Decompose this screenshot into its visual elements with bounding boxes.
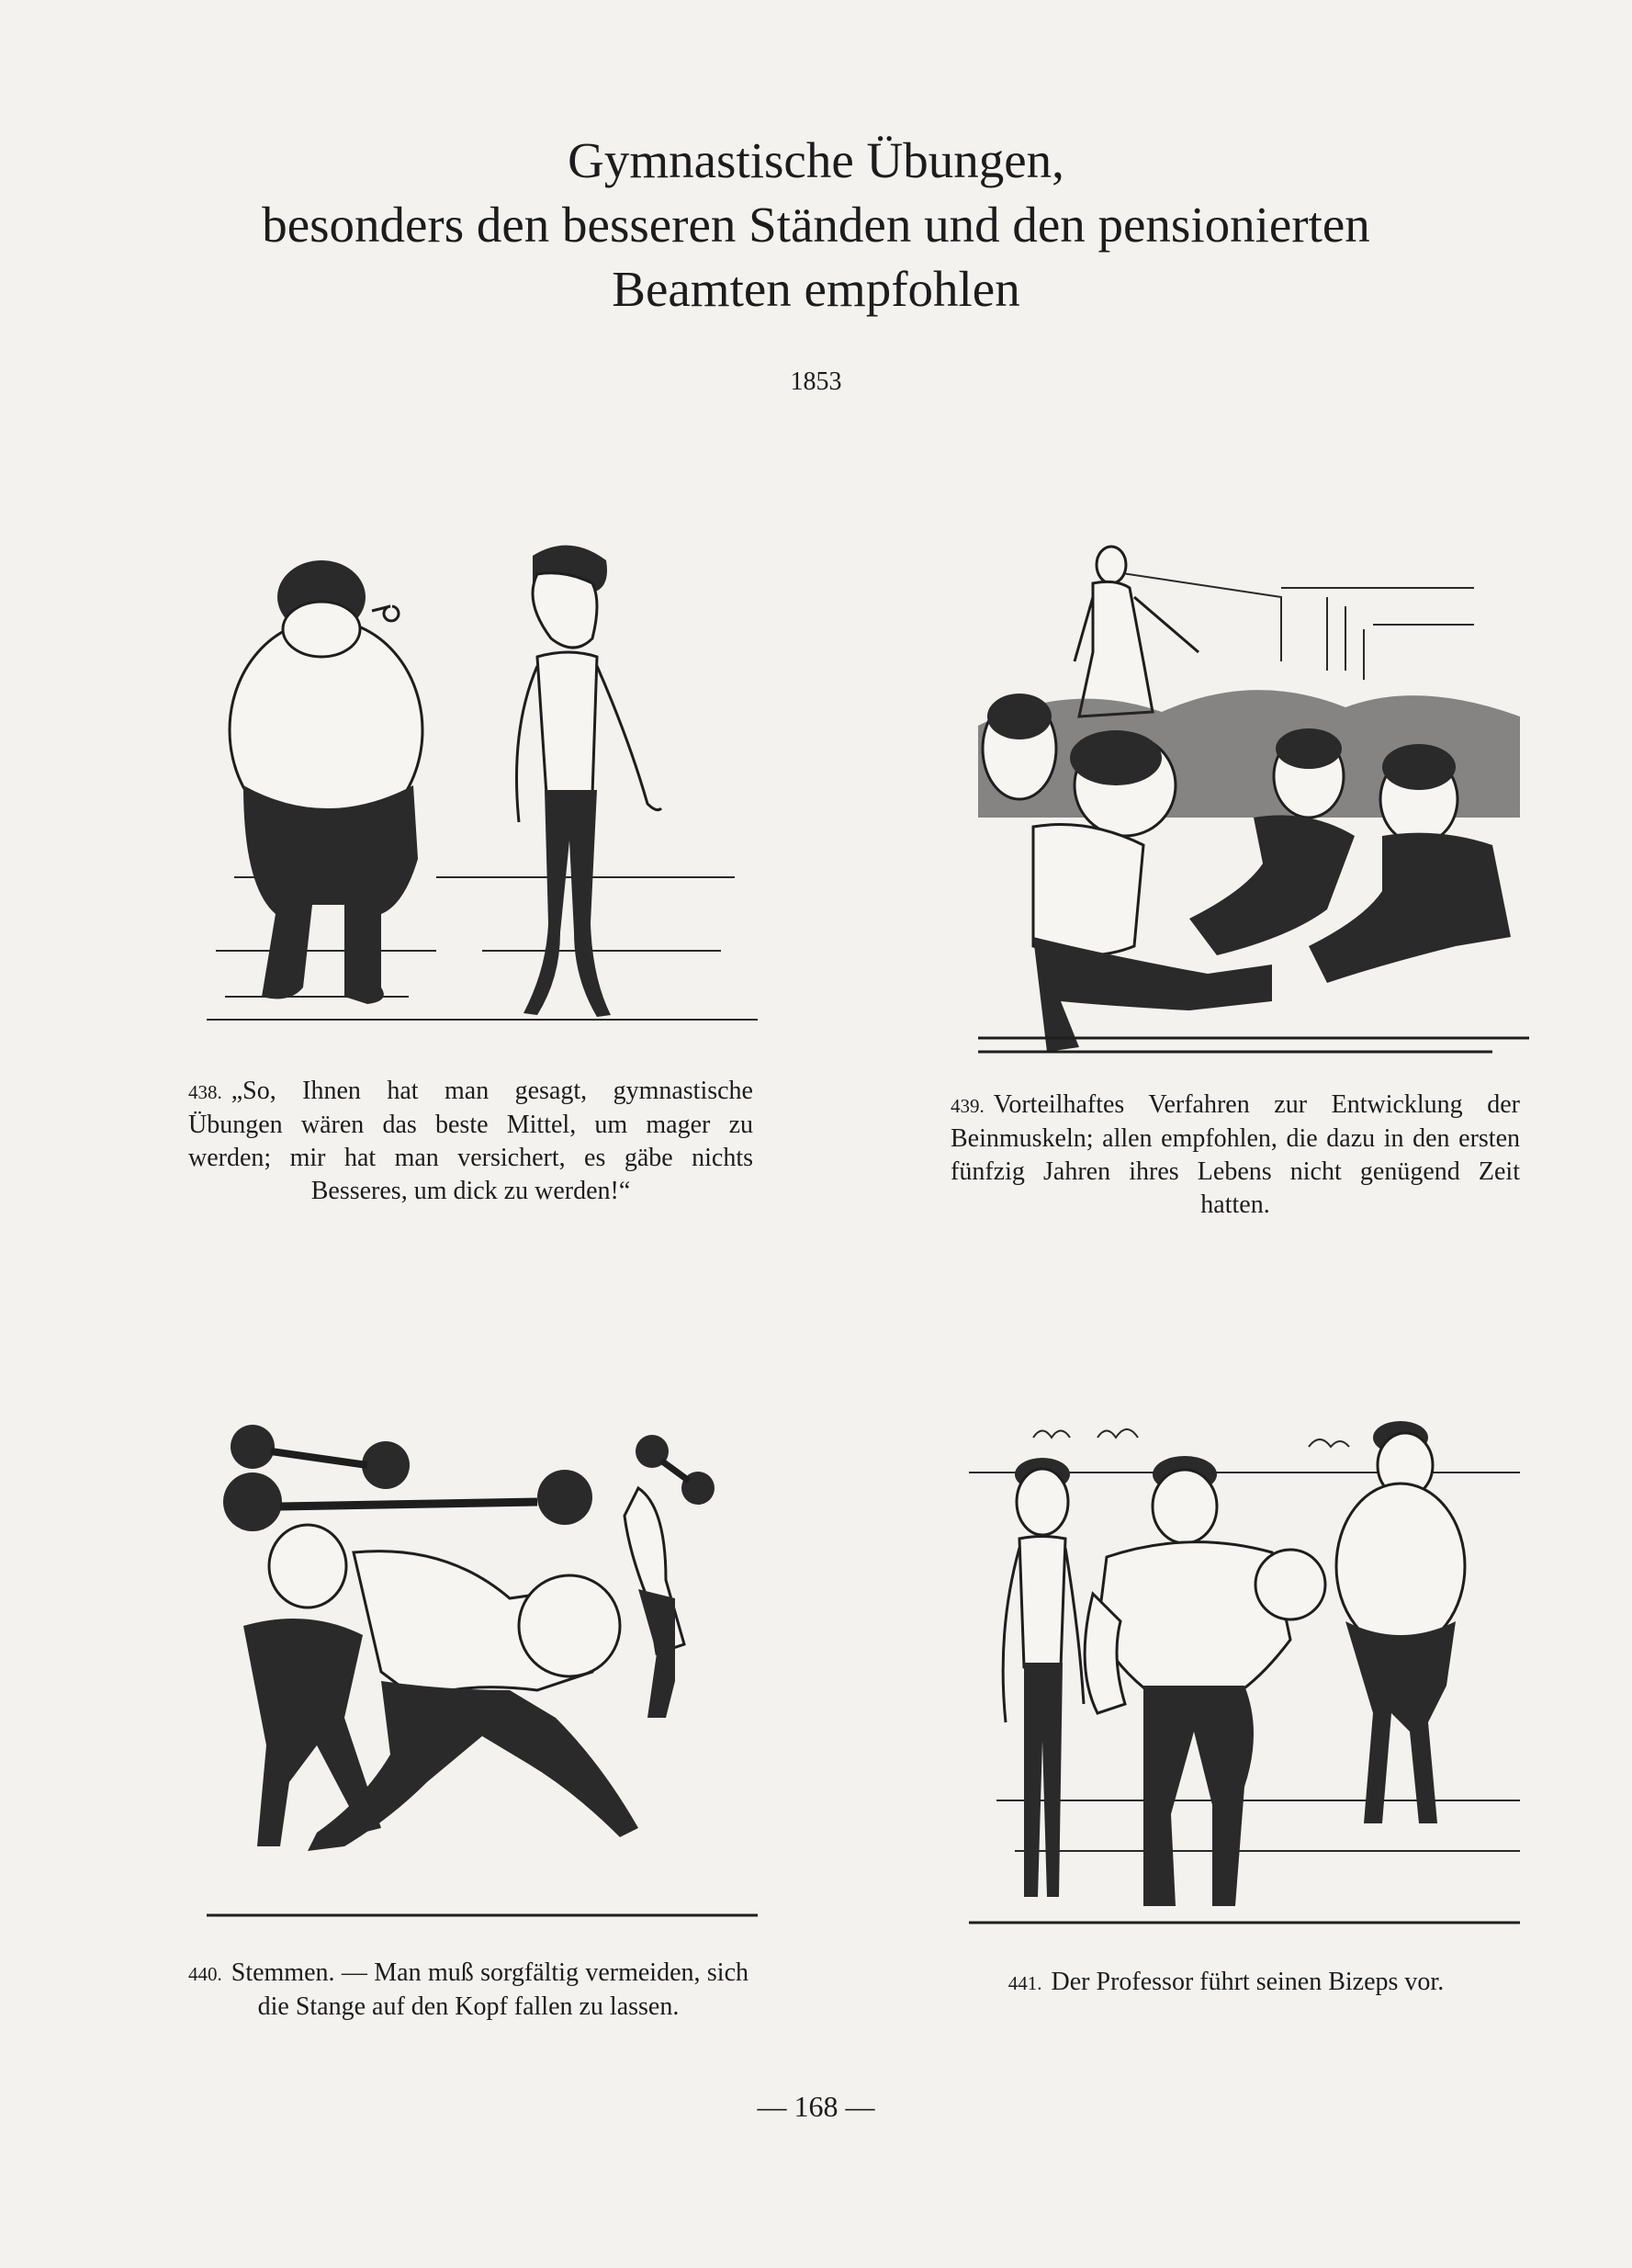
caption-text-440: Stemmen. — Man muß sorgfältig vermeiden, sich die Stange auf den Kopf fallen zu lassen.	[231, 1958, 748, 2021]
illustration-441	[969, 1419, 1520, 1934]
illustration-439	[978, 542, 1529, 1056]
plate-number-441: 441.	[1007, 1972, 1042, 1994]
publication-year: 1853	[790, 367, 842, 396]
caption-text-438: „So, Ihnen hat man gesagt, gymnastische Übungen wären das beste Mittel, um mager zu werden; mir hat man versichert, es gäbe nichts Besseres, um dick zu werden!“	[188, 1077, 753, 1205]
caption-text-439: Vorteilhaftes Verfahren zur Entwicklung der Beinmuskeln; allen empfohlen, die dazu in den ersten fünfzig Jahren ihres Lebens nicht genügend Zeit hatten.	[951, 1090, 1520, 1219]
caption-438	[188, 1075, 753, 1208]
plate-number-440: 440.	[188, 1963, 222, 1985]
illustration-438	[207, 519, 758, 1043]
caption-439	[951, 1089, 1520, 1222]
page-number: — 168 —	[757, 2090, 875, 2123]
title-line-3: Beamten empfohlen	[612, 261, 1020, 317]
plate-number-438: 438.	[188, 1081, 222, 1103]
page-title	[0, 129, 1632, 322]
caption-440	[188, 1957, 748, 2024]
plate-number-439: 439.	[951, 1095, 985, 1117]
caption-441	[941, 1966, 1511, 2000]
title-line-2: besonders den besseren Ständen und den pensionierten	[262, 197, 1370, 253]
caption-text-441: Der Professor führt seinen Bizeps vor.	[1051, 1968, 1445, 1996]
title-line-1: Gymnastische Übungen,	[568, 132, 1064, 188]
illustration-440	[207, 1415, 758, 1929]
